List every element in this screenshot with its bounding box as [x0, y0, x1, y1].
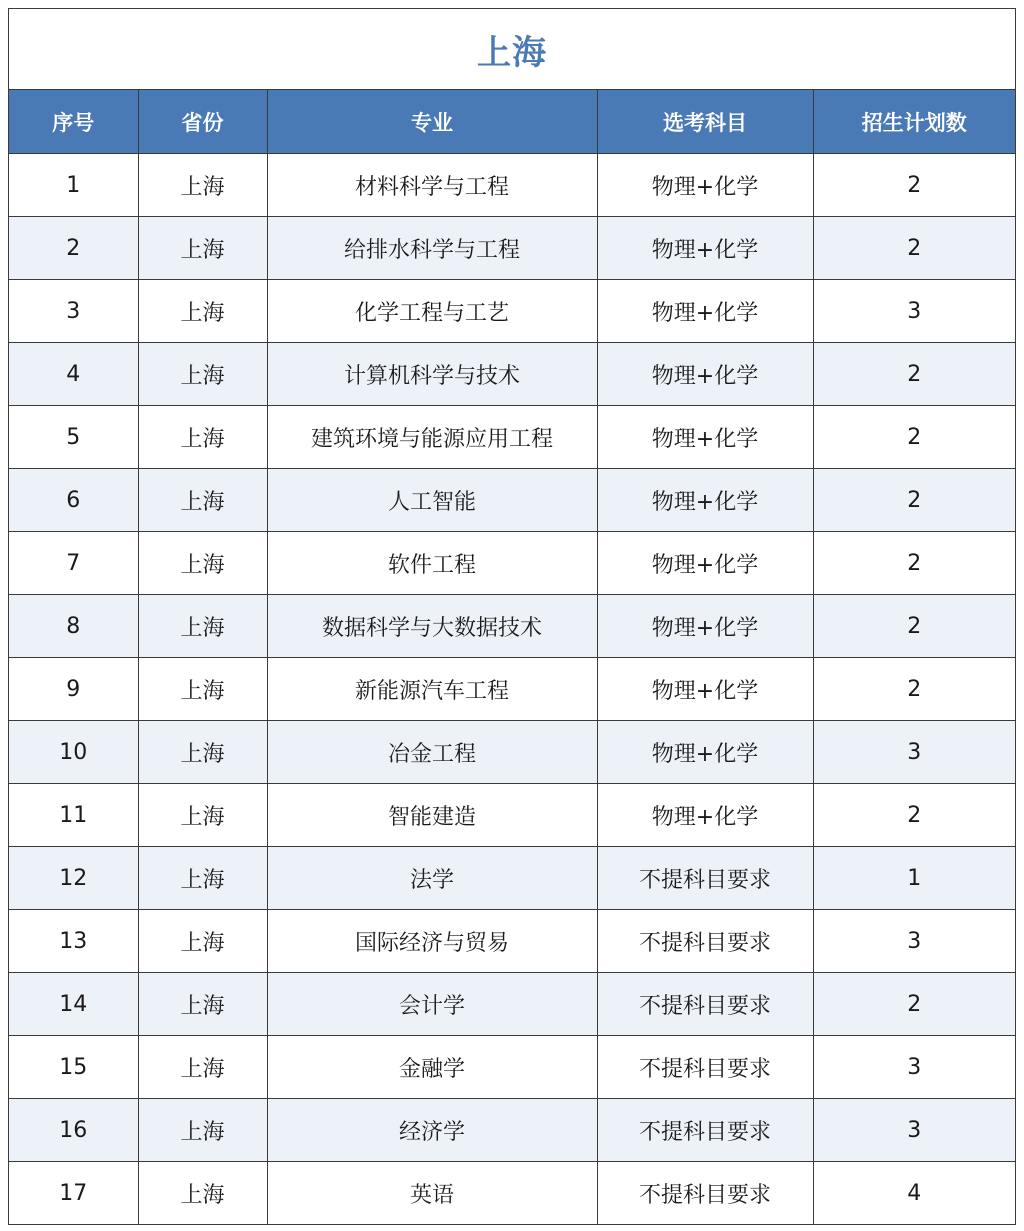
cell-major: 会计学	[267, 973, 597, 1036]
cell-province: 上海	[138, 217, 267, 280]
cell-subjects: 不提科目要求	[597, 1036, 813, 1099]
cell-subjects: 物理+化学	[597, 658, 813, 721]
table-header-row	[9, 90, 1015, 154]
table-row	[9, 1036, 1015, 1099]
table-row	[9, 973, 1015, 1036]
cell-index: 1	[9, 154, 138, 217]
cell-quota: 3	[813, 280, 1015, 343]
cell-province: 上海	[138, 973, 267, 1036]
cell-province: 上海	[138, 910, 267, 973]
cell-quota: 3	[813, 910, 1015, 973]
cell-subjects: 物理+化学	[597, 217, 813, 280]
table-row	[9, 406, 1015, 469]
cell-index: 11	[9, 784, 138, 847]
column-header-index: 序号	[9, 90, 138, 154]
cell-index: 2	[9, 217, 138, 280]
cell-index: 15	[9, 1036, 138, 1099]
cell-quota: 1	[813, 847, 1015, 910]
cell-quota: 2	[813, 154, 1015, 217]
table-row	[9, 469, 1015, 532]
cell-index: 10	[9, 721, 138, 784]
table-row	[9, 1162, 1015, 1225]
cell-index: 16	[9, 1099, 138, 1162]
table-row	[9, 784, 1015, 847]
cell-major: 建筑环境与能源应用工程	[267, 406, 597, 469]
table-row	[9, 280, 1015, 343]
cell-province: 上海	[138, 721, 267, 784]
table-row	[9, 721, 1015, 784]
cell-major: 冶金工程	[267, 721, 597, 784]
enrollment-table-sheet	[8, 8, 1016, 1225]
cell-subjects: 物理+化学	[597, 280, 813, 343]
cell-province: 上海	[138, 532, 267, 595]
cell-province: 上海	[138, 847, 267, 910]
cell-quota: 2	[813, 343, 1015, 406]
cell-major: 法学	[267, 847, 597, 910]
cell-subjects: 物理+化学	[597, 721, 813, 784]
cell-quota: 3	[813, 721, 1015, 784]
cell-quota: 2	[813, 217, 1015, 280]
table-title: 上海	[477, 32, 547, 73]
table-row	[9, 1099, 1015, 1162]
cell-quota: 2	[813, 658, 1015, 721]
cell-index: 17	[9, 1162, 138, 1225]
cell-major: 经济学	[267, 1099, 597, 1162]
cell-quota: 2	[813, 532, 1015, 595]
cell-index: 14	[9, 973, 138, 1036]
cell-quota: 2	[813, 973, 1015, 1036]
cell-subjects: 物理+化学	[597, 154, 813, 217]
cell-subjects: 物理+化学	[597, 595, 813, 658]
cell-province: 上海	[138, 1036, 267, 1099]
cell-index: 6	[9, 469, 138, 532]
cell-subjects: 不提科目要求	[597, 1099, 813, 1162]
cell-index: 3	[9, 280, 138, 343]
cell-province: 上海	[138, 784, 267, 847]
cell-quota: 2	[813, 595, 1015, 658]
cell-subjects: 物理+化学	[597, 469, 813, 532]
column-header-major: 专业	[267, 90, 597, 154]
cell-index: 5	[9, 406, 138, 469]
cell-major: 给排水科学与工程	[267, 217, 597, 280]
column-header-subjects: 选考科目	[597, 90, 813, 154]
cell-province: 上海	[138, 1162, 267, 1225]
cell-index: 13	[9, 910, 138, 973]
table-row	[9, 847, 1015, 910]
cell-subjects: 物理+化学	[597, 343, 813, 406]
cell-major: 金融学	[267, 1036, 597, 1099]
cell-province: 上海	[138, 343, 267, 406]
cell-major: 人工智能	[267, 469, 597, 532]
cell-major: 英语	[267, 1162, 597, 1225]
cell-subjects: 不提科目要求	[597, 847, 813, 910]
cell-index: 7	[9, 532, 138, 595]
cell-subjects: 物理+化学	[597, 784, 813, 847]
cell-major: 国际经济与贸易	[267, 910, 597, 973]
cell-major: 新能源汽车工程	[267, 658, 597, 721]
column-header-province: 省份	[138, 90, 267, 154]
cell-index: 9	[9, 658, 138, 721]
cell-subjects: 不提科目要求	[597, 1162, 813, 1225]
cell-index: 12	[9, 847, 138, 910]
table-body	[9, 154, 1015, 1225]
cell-major: 软件工程	[267, 532, 597, 595]
cell-major: 智能建造	[267, 784, 597, 847]
table-row	[9, 910, 1015, 973]
cell-province: 上海	[138, 1099, 267, 1162]
table-row	[9, 658, 1015, 721]
cell-major: 数据科学与大数据技术	[267, 595, 597, 658]
cell-quota: 3	[813, 1036, 1015, 1099]
table-row	[9, 595, 1015, 658]
cell-index: 4	[9, 343, 138, 406]
cell-province: 上海	[138, 469, 267, 532]
cell-subjects: 物理+化学	[597, 532, 813, 595]
cell-major: 材料科学与工程	[267, 154, 597, 217]
cell-subjects: 不提科目要求	[597, 910, 813, 973]
column-header-quota: 招生计划数	[813, 90, 1015, 154]
cell-subjects: 不提科目要求	[597, 973, 813, 1036]
cell-province: 上海	[138, 154, 267, 217]
cell-province: 上海	[138, 406, 267, 469]
table-row	[9, 217, 1015, 280]
table-row	[9, 154, 1015, 217]
cell-index: 8	[9, 595, 138, 658]
table-row	[9, 343, 1015, 406]
cell-quota: 2	[813, 469, 1015, 532]
cell-subjects: 物理+化学	[597, 406, 813, 469]
cell-quota: 3	[813, 1099, 1015, 1162]
cell-province: 上海	[138, 595, 267, 658]
cell-quota: 2	[813, 406, 1015, 469]
cell-major: 计算机科学与技术	[267, 343, 597, 406]
cell-major: 化学工程与工艺	[267, 280, 597, 343]
cell-quota: 2	[813, 784, 1015, 847]
cell-province: 上海	[138, 658, 267, 721]
cell-province: 上海	[138, 280, 267, 343]
table-row	[9, 532, 1015, 595]
table-title-row	[9, 9, 1015, 90]
enrollment-table	[9, 90, 1015, 1224]
cell-quota: 4	[813, 1162, 1015, 1225]
